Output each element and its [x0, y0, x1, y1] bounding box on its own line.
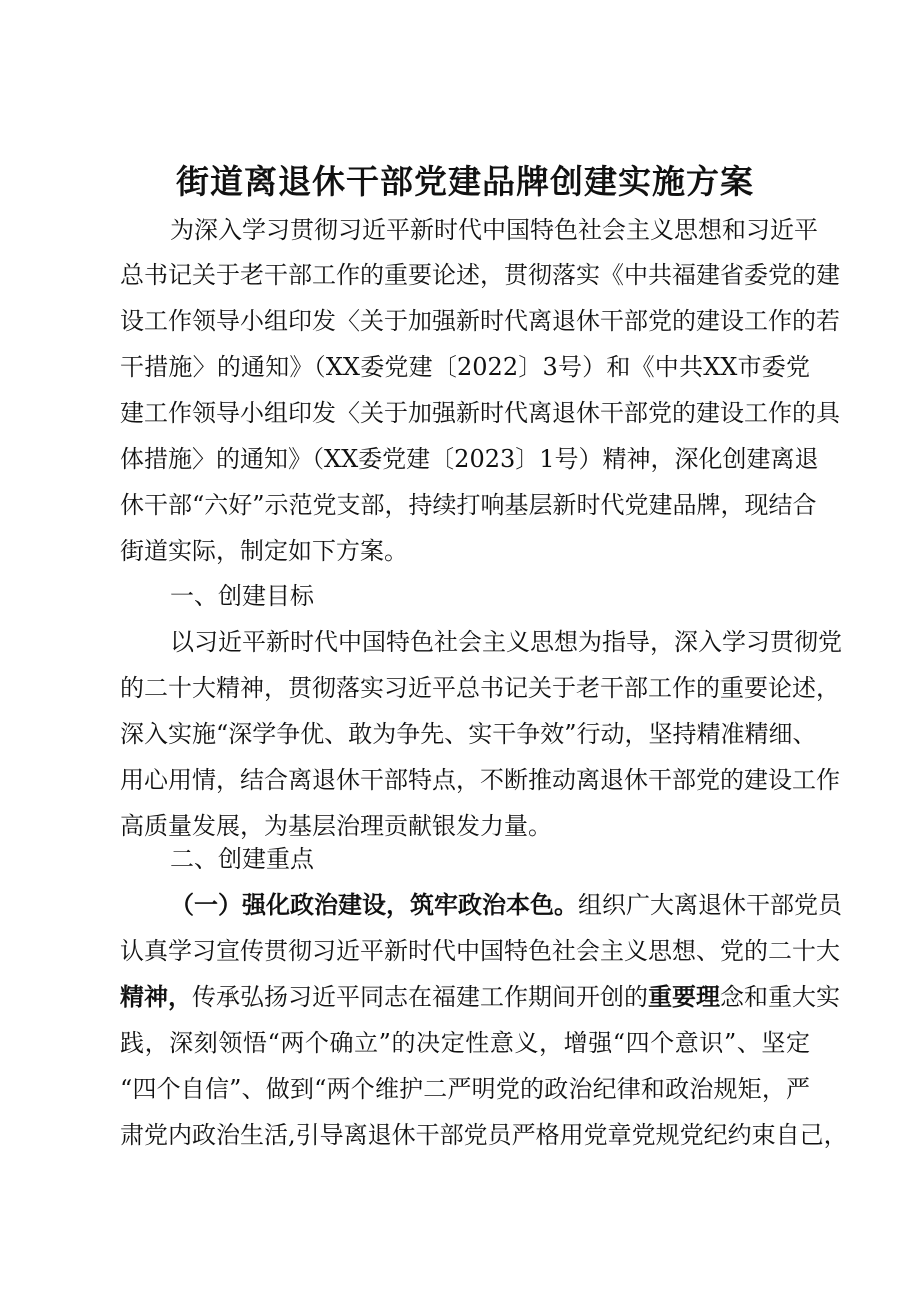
focus-item-text: 念和重大实: [720, 983, 840, 1011]
focus-item-line: 践，深刻领悟“两个确立”的决定性意义，增强“四个意识”、坚定: [120, 1029, 810, 1057]
intro-line: 总书记关于老干部工作的重要论述，贯彻落实《中共福建省委党的建: [120, 261, 840, 289]
focus-item-line: 肃党内政治生活,引导离退休干部党员严格用党章党规党纪约束自己，: [120, 1121, 848, 1149]
goal-line: 高质量发展，为基层治理贡献银发力量。: [120, 812, 552, 840]
intro-line: 设工作领导小组印发〈关于加强新时代离退休干部党的建设工作的若: [120, 307, 840, 335]
intro-line: 街道实际，制定如下方案。: [120, 537, 408, 565]
focus-item-text: 组织广大离退休干部党员: [578, 891, 842, 919]
document-title: 街道离退休干部党建品牌创建实施方案: [176, 162, 754, 201]
goal-line: 深入实施“深学争优、敢为争先、实干争效”行动，坚持精准精细、: [120, 720, 817, 748]
focus-item-line: [120, 974, 840, 1020]
section-heading-focus: 二、创建重点: [170, 845, 314, 873]
intro-line: 休干部“六好”示范党支部，持续打响基层新时代党建品牌，现结合: [120, 491, 817, 519]
intro-line: 为深入学习贯彻习近平新时代中国特色社会主义思想和习近平: [170, 216, 818, 244]
focus-item-line: [120, 882, 842, 928]
focus-item-line: 认真学习宣传贯彻习近平新时代中国特色社会主义思想、党的二十大: [120, 937, 840, 965]
section-heading-goal: 一、创建目标: [170, 582, 314, 610]
focus-item-bold-text: 重要理: [648, 983, 720, 1011]
focus-item-text: 传承弘扬习近平同志在福建工作期间开创的: [192, 983, 648, 1011]
focus-item-line: “四个自信”、做到“两个维护二严明党的政治纪律和政治规矩，严: [120, 1075, 810, 1103]
goal-line: 以习近平新时代中国特色社会主义思想为指导，深入学习贯彻党: [170, 628, 842, 656]
focus-item-bold-heading: （一）强化政治建设，筑牢政治本色。: [170, 891, 578, 919]
focus-item-bold-text: 精神，: [120, 983, 192, 1011]
intro-line: 干措施〉的通知》（XX委党建〔2022〕3号）和《中共XX市委党: [120, 353, 810, 381]
intro-line: 体措施〉的通知》（XX委党建〔2023〕1号）精神，深化创建离退: [120, 445, 819, 473]
intro-line: 建工作领导小组印发〈关于加强新时代离退休干部党的建设工作的具: [120, 399, 840, 427]
goal-line: 的二十大精神，贯彻落实习近平总书记关于老干部工作的重要论述，: [120, 674, 840, 702]
goal-line: 用心用情，结合离退休干部特点，不断推动离退休干部党的建设工作: [120, 766, 840, 794]
